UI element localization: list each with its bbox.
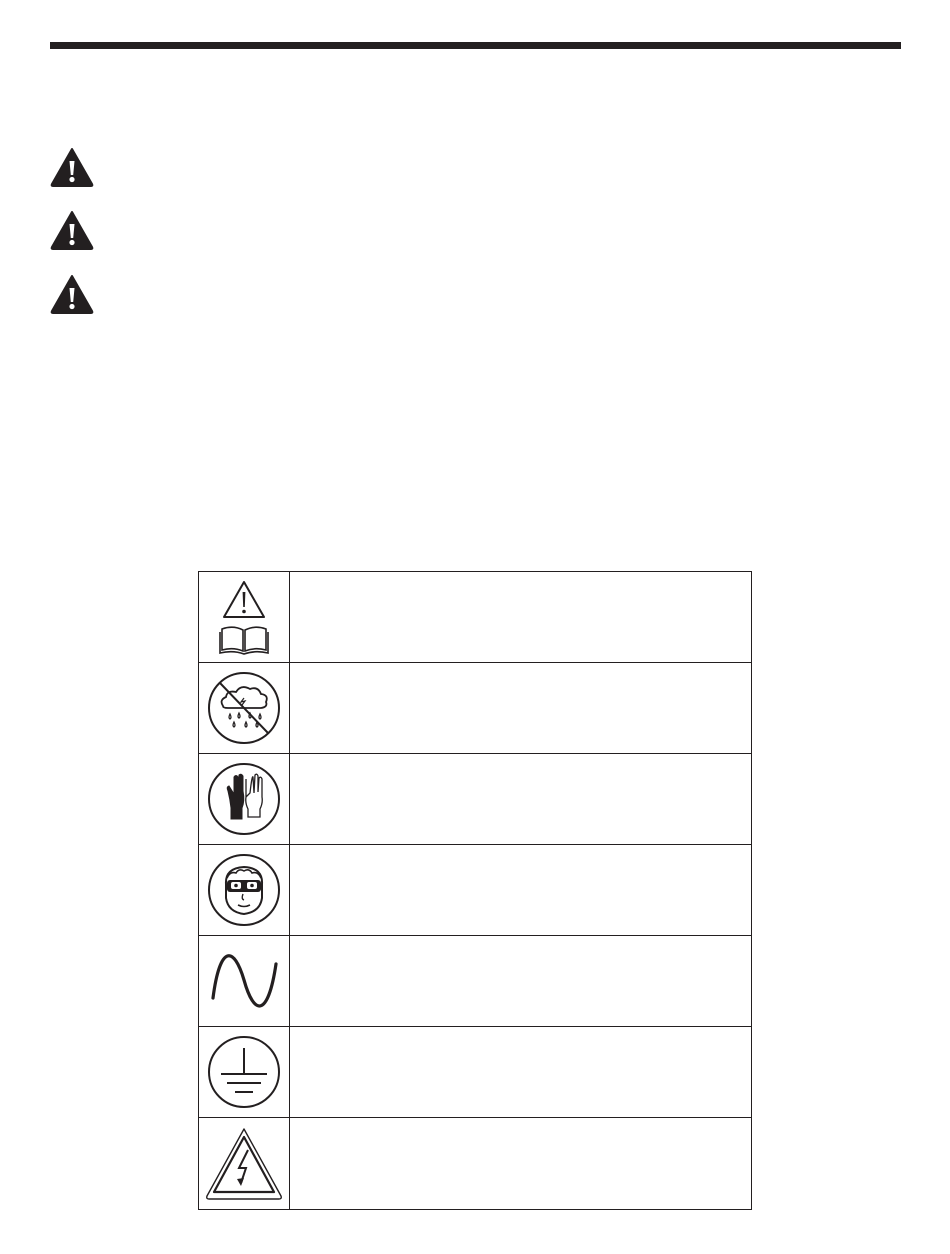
header-rule bbox=[50, 42, 901, 49]
table-row bbox=[199, 1027, 751, 1118]
wear-gloves-icon bbox=[199, 754, 290, 844]
symbol-description bbox=[291, 663, 751, 753]
symbol-description bbox=[291, 845, 751, 935]
symbol-description bbox=[291, 572, 751, 662]
symbol-description bbox=[291, 754, 751, 844]
warning-triangle-icon bbox=[50, 147, 94, 187]
table-row bbox=[199, 1118, 751, 1209]
warning-triangle-icon bbox=[50, 210, 94, 250]
safety-symbol-table bbox=[198, 571, 752, 1210]
read-manual-warning-icon bbox=[199, 572, 290, 662]
electric-shock-hazard-icon bbox=[199, 1118, 290, 1209]
symbol-description bbox=[291, 1118, 751, 1209]
table-row bbox=[199, 936, 751, 1027]
symbol-description bbox=[291, 936, 751, 1026]
symbol-description bbox=[291, 1027, 751, 1117]
table-row bbox=[199, 663, 751, 754]
warning-triangle-icon bbox=[50, 274, 94, 314]
alternating-current-icon bbox=[199, 936, 290, 1026]
no-rain-icon bbox=[199, 663, 290, 753]
table-row bbox=[199, 845, 751, 936]
ground-earth-icon bbox=[199, 1027, 290, 1117]
wear-eye-protection-icon bbox=[199, 845, 290, 935]
table-row bbox=[199, 754, 751, 845]
table-row bbox=[199, 572, 751, 663]
